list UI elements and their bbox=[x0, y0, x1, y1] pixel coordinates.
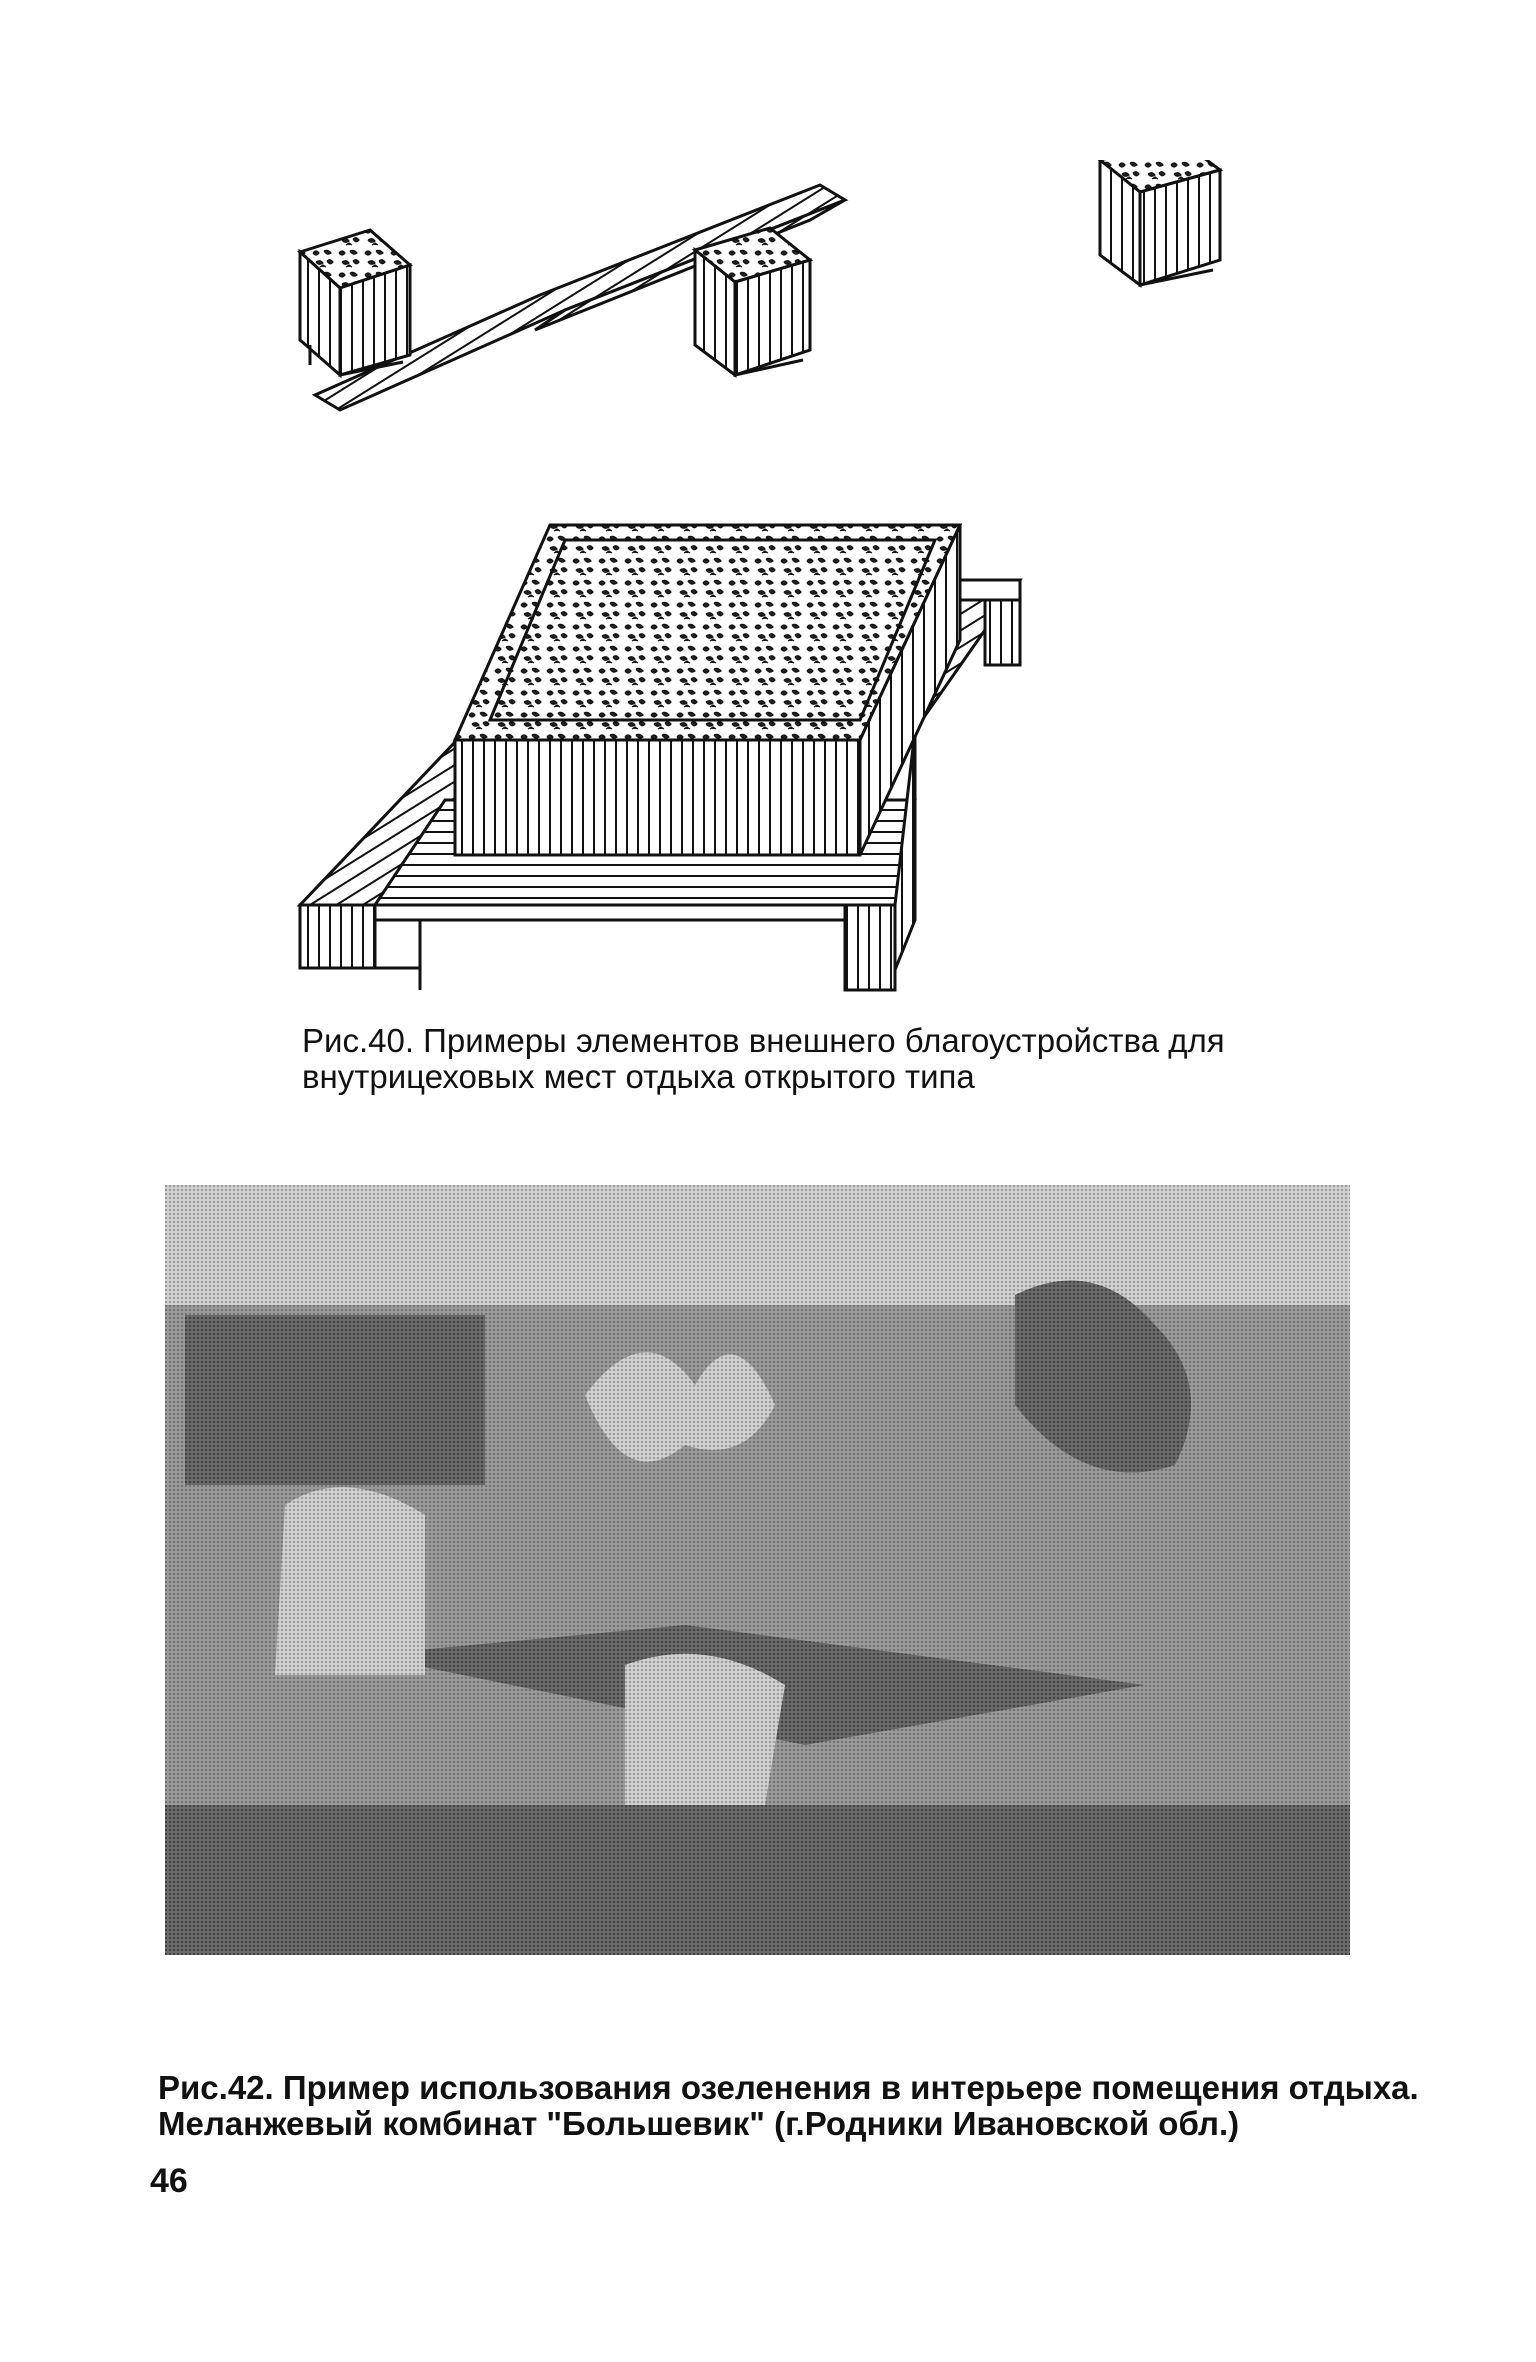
planter-right bbox=[1100, 160, 1220, 285]
photo-wall-panel bbox=[185, 1315, 485, 1485]
planter-row-illustration bbox=[300, 160, 1220, 410]
planter-box-front bbox=[455, 740, 860, 855]
figure-40-caption-line-1: Рис.40. Примеры элементов внешнего благоустройства для bbox=[302, 1022, 1225, 1059]
photo-chair-left bbox=[275, 1487, 425, 1675]
figure-40-drawing bbox=[285, 160, 1295, 1015]
photo-ceiling bbox=[165, 1185, 1350, 1305]
planter-left bbox=[300, 230, 410, 375]
planter-bench-illustration bbox=[300, 525, 1020, 990]
photo-floor bbox=[165, 1805, 1350, 1955]
photo-chair-center bbox=[625, 1654, 785, 1805]
bench-front-face bbox=[300, 905, 375, 968]
page-number: 46 bbox=[150, 2162, 188, 2200]
figure-42-photo bbox=[165, 1185, 1350, 1955]
planter-middle bbox=[695, 228, 810, 375]
figure-40-caption bbox=[302, 1023, 1302, 1095]
figure-40-caption-line-2: внутрицеховых мест отдыха открытого типа bbox=[302, 1058, 975, 1095]
figure-42-caption bbox=[158, 2069, 1419, 2142]
figure-42-caption-line-2: Меланжевый комбинат "Большевик" (г.Родники Ивановской обл.) bbox=[158, 2105, 1240, 2142]
figure-42-caption-line-1: Рис.42. Пример использования озеленения в интерьере помещения отдыха. bbox=[158, 2069, 1419, 2106]
